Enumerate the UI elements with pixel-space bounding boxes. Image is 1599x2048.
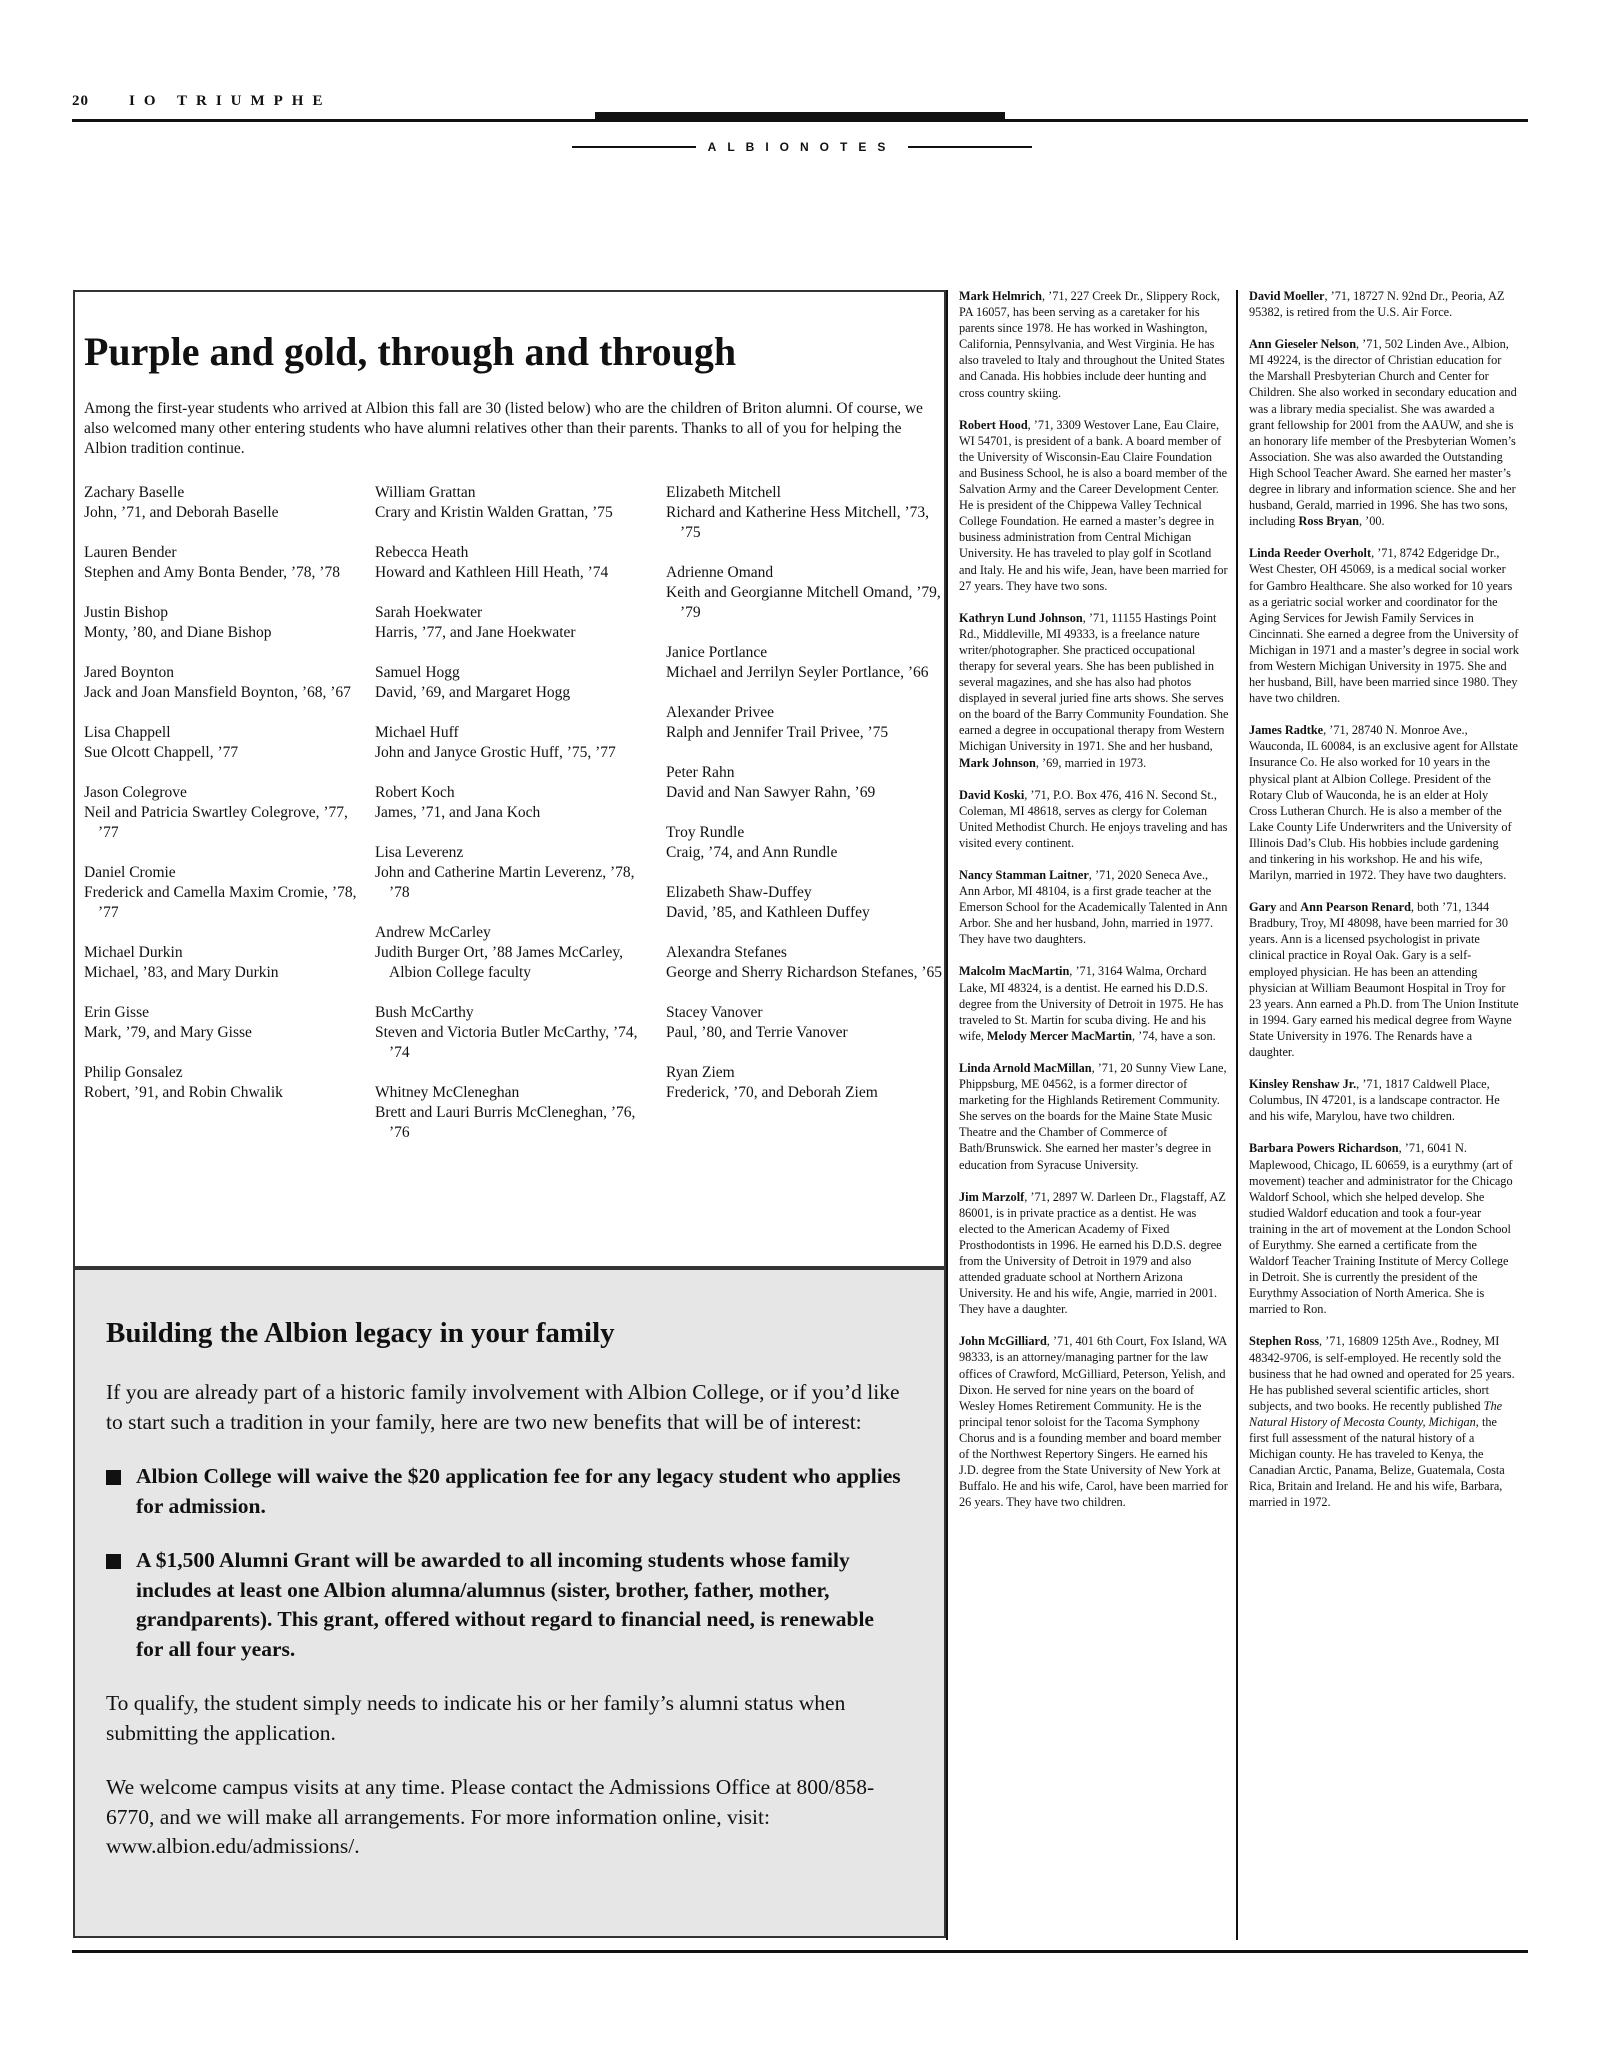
student-parents: Brett and Lauri Burris McCleneghan, ’76, ’76 <box>375 1104 636 1141</box>
note-text: , ’71, 401 6th Court, Fox Island, WA 98333, is an attorney/managing partner for the law offices of Crawford, McGilliard, Peterson, Yelish, and Dixon. He served for nine years on the board of Wesley Homes Retirement Community. He is the principal tenor soloist for the Tacoma Symphony Chorus and is a founding member and board member of the Northwest Repertory Singers. He earned his J.D. degree from the State University of New York at Buffalo. He and his wife, Carol, have been married for 26 years. They have two children. <box>959 1334 1228 1510</box>
section-title: ALBIONOTES <box>707 140 897 154</box>
note-text: , ’71, 6041 N. Maplewood, Chicago, IL 60659, is a eurythmy (art of movement) teacher and administrator for the Chicago Waldorf School, which she helped develop. She studied Waldorf education and took a four-year training in the art of movement at the London School of Eurythmy. She earned a certificate from the Waldorf Teacher Training Institute of Mercy College in Detroit. She is currently the president of the Eurythmy Association of North America. She is married to Ron. <box>1249 1141 1513 1317</box>
student-parents: Monty, ’80, and Diane Bishop <box>84 624 272 641</box>
class-note <box>1249 1333 1519 1510</box>
section-rule-left <box>572 146 696 148</box>
student-entry <box>375 543 655 583</box>
student-entry <box>84 943 364 983</box>
student-parents: Judith Burger Ort, ’88 James McCarley, Albion College faculty <box>375 944 623 981</box>
student-name: Philip Gonsalez <box>84 1064 183 1081</box>
student-entry <box>375 663 655 703</box>
note-text: , ’71, 8742 Edgeridge Dr., West Chester, OH 45069, is a medical social worker for Gambro Healthcare. She also worked for 10 years as a geriatric social worker and coordinator for the Aging Services for Jewish Family Services in Cincinnati. She earned a degree from the University of Michigan in 1971 and a master’s degree in social work from Western Michigan University in 1975. She and her husband, Bill, have been married since 1980. They have two children. <box>1249 546 1519 706</box>
student-parents: Stephen and Amy Bonta Bender, ’78, ’78 <box>84 564 340 581</box>
student-column-3 <box>666 483 946 1123</box>
student-entry <box>375 483 655 523</box>
student-name: Janice Portlance <box>666 644 768 661</box>
student-parents: Michael and Jerrilyn Seyler Portlance, ’66 <box>666 664 929 681</box>
benefit-text: A $1,500 Alumni Grant will be awarded to all incoming students whose family includes at least one Albion alumna/alumnus (sister, brother, father, mother, grandparents). This grant, offered without regard to financial need, is renewable for all four years. <box>136 1548 874 1661</box>
student-entry <box>84 723 364 763</box>
alum-name: Robert Hood <box>959 417 1028 432</box>
alum-name: Stephen Ross <box>1249 1334 1320 1349</box>
section-rule-right <box>908 146 1032 148</box>
class-note <box>959 1189 1229 1318</box>
student-name: Elizabeth Shaw-Duffey <box>666 884 812 901</box>
alum-name: David Moeller <box>1249 289 1325 303</box>
student-entry <box>84 483 364 523</box>
student-entry <box>666 943 946 983</box>
student-parents: Steven and Victoria Butler McCarthy, ’74, ’74 <box>375 1024 638 1061</box>
alum-name: Melody Mercer MacMartin <box>987 1028 1132 1043</box>
student-parents: John and Catherine Martin Leverenz, ’78, ’78 <box>375 864 635 901</box>
note-text: , ’74, have a son. <box>1132 1028 1216 1043</box>
student-entry <box>84 663 364 703</box>
student-parents: Frederick, ’70, and Deborah Ziem <box>666 1084 878 1101</box>
alum-name: Kathryn Lund Johnson <box>959 610 1083 625</box>
student-parents: David, ’85, and Kathleen Duffey <box>666 904 870 921</box>
student-entry <box>375 1083 655 1143</box>
student-name: Ryan Ziem <box>666 1064 735 1081</box>
class-note <box>1249 899 1519 1060</box>
contact-text: We welcome campus visits at any time. Please contact the Admissions Office at 800/858-6770, and we will make all arrangements. For more information online, visit: www.albion.edu/admissions/. <box>106 1775 875 1858</box>
student-name: Troy Rundle <box>666 824 745 841</box>
student-parents: Richard and Katherine Hess Mitchell, ’73, ’75 <box>666 504 929 541</box>
student-parents: Craig, ’74, and Ann Rundle <box>666 844 838 861</box>
note-text: , ’71, 11155 Hastings Point Rd., Middleville, MI 49333, is a freelance nature writer/photographer. She practiced occupational therapy for several years. She has been published in several magazines, and she has also had photos displayed in several juried fine arts shows. She serves on the board of the Barry Community Foundation. She earned a degree in occupational therapy from Western Michigan University in 1971. She and her husband, <box>959 610 1229 754</box>
student-name: Robert Koch <box>375 784 455 801</box>
note-text: , ’71, 2897 W. Darleen Dr., Flagstaff, AZ 86001, is in private practice as a dentist. He was elected to the American Academy of Fixed Prosthodontists in 1996. He earned his D.D.S. degree from the University of Detroit in 1979 and also attended graduate school at Northern Arizona University. He and his wife, Angie, married in 2001. They have a daughter. <box>959 1189 1226 1317</box>
student-parents: Sue Olcott Chappell, ’77 <box>84 744 239 761</box>
student-name: Alexander Privee <box>666 704 775 721</box>
note-text: , ’71, 20 Sunny View Lane, Phippsburg, ME 04562, is a former director of marketing for the Highlands Retirement Community. She serves on the boards for the Maine State Music Theatre and the Chamber of Commerce of Bath/Brunswick. She earned her master’s degree in education from Syracuse University. <box>959 1060 1227 1172</box>
student-entry <box>84 1063 364 1103</box>
student-parents: Ralph and Jennifer Trail Privee, ’75 <box>666 724 889 741</box>
student-parents: Jack and Joan Mansfield Boynton, ’68, ’67 <box>84 684 351 701</box>
student-column-1 <box>84 483 364 1123</box>
note-text: , both ’71, 1344 Bradbury, Troy, MI 48098, have been married for 30 years. Ann is a licensed psychologist in private clinical practice in Royal Oak. Gary is a self-employed physician. He has been an attending physician at William Beaumont Hospital in Troy for 23 years. Ann earned a Ph.D. from The Union Institute in 1994. Gary earned his medical degree from Wayne State University in 1976. The Renards have a daughter. <box>1249 900 1519 1060</box>
class-note <box>959 867 1229 947</box>
student-name: Alexandra Stefanes <box>666 944 787 961</box>
student-name: Sarah Hoekwater <box>375 604 483 621</box>
note-text: , ’69, married in 1973. <box>1035 755 1147 770</box>
student-parents: Howard and Kathleen Hill Heath, ’74 <box>375 564 609 581</box>
benefit-item <box>106 1546 906 1664</box>
student-name: Lauren Bender <box>84 544 177 561</box>
student-name: Elizabeth Mitchell <box>666 484 781 501</box>
class-note <box>959 610 1229 771</box>
note-text: , ’71, 502 Linden Ave., Albion, MI 49224, is the director of Christian education for the Marshall Presbyterian Church and Center for Children. She also worked in secondary education and was a library media specialist. She was awarded a grant fellowship for 2001 from the AAUW, and she is an honorary life member of the Presbyterian Women’s Association. She was also awarded the Outstanding High School Teacher Award. She earned her master’s degree in library and information science. She and her husband, Gerald, married in 1996. She has two sons, including <box>1249 337 1517 529</box>
square-bullet-icon <box>106 1470 121 1485</box>
student-parents: Michael, ’83, and Mary Durkin <box>84 964 279 981</box>
alum-name: Kinsley Renshaw Jr. <box>1249 1077 1357 1092</box>
note-text: , ’71, P.O. Box 476, 416 N. Second St., Coleman, MI 48618, serves as clergy for Coleman United Methodist Church. He enjoys traveling and has visited every continent. <box>959 787 1228 850</box>
class-note <box>959 1060 1229 1173</box>
student-entry <box>666 563 946 623</box>
class-notes-column-2 <box>1249 288 1519 1526</box>
student-name: Michael Huff <box>375 724 459 741</box>
alum-name: Ann Gieseler Nelson <box>1249 337 1357 352</box>
note-text: , ’71, 227 Creek Dr., Slippery Rock, PA 16057, has been serving as a caretaker for his parents since 1978. He has worked in Washington, California, Pennsylvania, and West Virginia. He has also traveled to Italy and throughout the United States and Canada. His hobbies include deer hunting and cross country skiing. <box>959 289 1225 400</box>
student-entry <box>375 843 655 903</box>
student-entry <box>666 1063 946 1103</box>
student-name: Adrienne Omand <box>666 564 774 581</box>
note-text: , ’00. <box>1359 514 1385 529</box>
benefit-item <box>106 1462 906 1521</box>
section-banner <box>572 140 1032 154</box>
student-parents: James, ’71, and Jana Koch <box>375 804 541 821</box>
note-text: , ’71, 3164 Walma, Orchard Lake, MI 48324, is a dentist. He earned his D.D.S. degree from the University of Detroit in 1975. He has traveled to St. Martin for scuba diving. He and his wife, <box>959 964 1224 1043</box>
student-name: Samuel Hogg <box>375 664 460 681</box>
alum-name: James Radtke <box>1249 723 1324 738</box>
class-note <box>959 1333 1229 1510</box>
note-text: , ’71, 1817 Caldwell Place, Columbus, IN 47201, is a landscape contractor. He and his wife, Marylou, have two children. <box>1249 1077 1500 1124</box>
student-parents: Harris, ’77, and Jane Hoekwater <box>375 624 576 641</box>
note-text: , the first full assessment of the natural history of a Michigan county. He has traveled to Kenya, the Canadian Arctic, Panama, Belize, Guatemala, Costa Rica, Britain and Ireland. He and his wife, Barbara, married in 1972. <box>1249 1414 1505 1510</box>
page-header <box>72 93 331 110</box>
student-entry <box>375 723 655 763</box>
student-name: Lisa Leverenz <box>375 844 464 861</box>
magazine-name: IO TRIUMPHE <box>129 93 332 109</box>
alum-name: John McGilliard <box>959 1334 1047 1349</box>
student-name: Erin Gisse <box>84 1004 150 1021</box>
student-name: Rebecca Heath <box>375 544 469 561</box>
class-note <box>1249 336 1519 529</box>
student-parents: David, ’69, and Margaret Hogg <box>375 684 571 701</box>
student-name: Andrew McCarley <box>375 924 491 941</box>
student-name: Peter Rahn <box>666 764 735 781</box>
class-note <box>1249 1140 1519 1317</box>
student-entry <box>666 763 946 803</box>
student-name: Justin Bishop <box>84 604 168 621</box>
footer-rule <box>72 1950 1528 1953</box>
class-note <box>1249 1076 1519 1124</box>
student-parents: George and Sherry Richardson Stefanes, ’65 <box>666 964 943 981</box>
class-note <box>1249 288 1519 320</box>
note-text: and <box>1276 900 1301 915</box>
student-entry <box>666 703 946 743</box>
student-name: Zachary Baselle <box>84 484 185 501</box>
class-note <box>959 288 1229 401</box>
student-parents: Frederick and Camella Maxim Cromie, ’78, ’77 <box>84 884 357 921</box>
note-text: , ’71, 2020 Seneca Ave., Ann Arbor, MI 48104, is a first grade teacher at the Emerson School for the Academically Talented in Ann Arbor. She and her husband, John, married in 1977. They have two daughters. <box>959 868 1228 947</box>
student-name: Lisa Chappell <box>84 724 171 741</box>
student-parents: Crary and Kristin Walden Grattan, ’75 <box>375 504 613 521</box>
book-title: The Natural History of Mecosta County, Michigan <box>1249 1398 1503 1429</box>
note-text: , ’71, 3309 Westover Lane, Eau Claire, WI 54701, is president of a bank. A board member of the University of Wisconsin-Eau Claire Foundation and Business School, he is also a board member of the Salvation Army and the Career Development Center. He is president of the Chippewa Valley Technical College Foundation. He earned a master’s degree in business administration from Central Michigan University. He has traveled to play golf in Scotland and Italy. He and his wife, Jean, have been married for 27 years. They have two sons. <box>959 417 1228 593</box>
student-entry <box>666 643 946 683</box>
alum-name: Linda Reeder Overholt <box>1249 546 1372 561</box>
alum-name: Nancy Stamman Laitner <box>959 868 1089 882</box>
note-text: , ’71, 18727 N. 92nd Dr., Peoria, AZ 95382, is retired from the U.S. Air Force. <box>1249 289 1505 320</box>
benefit-text: Albion College will waive the $20 application fee for any legacy student who applies for admission. <box>136 1464 901 1518</box>
box-intro: Among the first-year students who arrived at Albion this fall are 30 (listed below) who are the children of Briton alumni. Of course, we also welcomed many other entering students who have alumni relatives other than their parents. Thanks to all of you for helping the Albion tradition continue. <box>84 400 923 457</box>
column-rule <box>1236 290 1238 1940</box>
class-notes-column-1 <box>959 288 1229 1526</box>
student-name: Jason Colegrove <box>84 784 187 801</box>
student-name: Bush McCarthy <box>375 1004 474 1021</box>
student-entry <box>84 543 364 583</box>
student-entry <box>84 783 364 843</box>
class-note <box>959 963 1229 1043</box>
alum-name: Linda Arnold MacMillan <box>959 1060 1092 1075</box>
student-name: Stacey Vanover <box>666 1004 763 1021</box>
alum-name: Ross Bryan <box>1298 514 1360 529</box>
student-entry <box>375 603 655 643</box>
alum-name: David Koski <box>959 787 1025 802</box>
student-entry <box>375 923 655 983</box>
student-entry <box>666 883 946 923</box>
student-name: Michael Durkin <box>84 944 183 961</box>
student-parents: Neil and Patricia Swartley Colegrove, ’77, ’77 <box>84 804 348 841</box>
student-entry <box>666 483 946 543</box>
student-name: Whitney McCleneghan <box>375 1084 520 1101</box>
legacy-title: Building the Albion legacy in your family <box>106 1317 615 1349</box>
student-parents: Keith and Georgianne Mitchell Omand, ’79, ’79 <box>666 584 941 621</box>
student-entry <box>84 603 364 643</box>
student-name: William Grattan <box>375 484 476 501</box>
student-entry <box>666 1003 946 1043</box>
alum-name: Ann Pearson Renard <box>1300 900 1411 915</box>
alum-name: Mark Helmrich <box>959 289 1042 303</box>
column-rule <box>946 290 948 1940</box>
class-note <box>959 787 1229 851</box>
note-text: , ’71, 28740 N. Monroe Ave., Wauconda, IL 60084, is an exclusive agent for Allstate Insurance Co. He also worked for 10 years in the physical plant at Albion College. President of the Rotary Club of Wauconda, he is an elder at Holy Cross Lutheran Church. He is also a member of the Lake County Life Underwriters and the University of Illinois Dad’s Club. His hobbies include gardening and tinkering in his workshop. He and his wife, Marilyn, married in 1972. They have two daughters. <box>1249 723 1519 883</box>
legacy-body <box>106 1378 906 1887</box>
page-number: 20 <box>72 93 89 109</box>
student-parents: Mark, ’79, and Mary Gisse <box>84 1024 252 1041</box>
alum-name: Malcolm MacMartin <box>959 964 1070 979</box>
alum-name: Barbara Powers Richardson <box>1249 1141 1399 1156</box>
benefit-list <box>106 1462 906 1664</box>
square-bullet-icon <box>106 1554 121 1569</box>
student-entry <box>84 863 364 923</box>
student-name: Daniel Cromie <box>84 864 176 881</box>
qualify-text: To qualify, the student simply needs to indicate his or her family’s alumni status when submitting the application. <box>106 1691 846 1745</box>
box-title: Purple and gold, through and through <box>84 329 737 374</box>
student-entry <box>375 783 655 823</box>
class-note <box>959 417 1229 594</box>
student-parents: John, ’71, and Deborah Baselle <box>84 504 279 521</box>
class-note <box>1249 722 1519 883</box>
note-text: , ’71, 16809 125th Ave., Rodney, MI 48342-9706, is self-employed. He recently sold the business that he had owned and operated for 25 years. He has published several scientific articles, short subjects, and two books. He recently published <box>1249 1334 1515 1413</box>
student-name: Jared Boynton <box>84 664 174 681</box>
class-note <box>1249 545 1519 706</box>
student-entry <box>375 1003 655 1063</box>
student-parents: Paul, ’80, and Terrie Vanover <box>666 1024 848 1041</box>
student-column-2 <box>375 483 655 1163</box>
student-parents: David and Nan Sawyer Rahn, ’69 <box>666 784 876 801</box>
student-parents: Robert, ’91, and Robin Chwalik <box>84 1084 283 1101</box>
alum-name: Jim Marzolf <box>959 1189 1025 1204</box>
legacy-intro: If you are already part of a historic family involvement with Albion College, or if you’d like to start such a tradition in your family, here are two new benefits that will be of interest: <box>106 1380 900 1434</box>
alum-name: Gary <box>1249 900 1277 915</box>
header-rule <box>72 119 1528 122</box>
alum-name: Mark Johnson <box>959 755 1036 770</box>
student-entry <box>84 1003 364 1043</box>
student-entry <box>666 823 946 863</box>
student-parents: John and Janyce Grostic Huff, ’75, ’77 <box>375 744 616 761</box>
